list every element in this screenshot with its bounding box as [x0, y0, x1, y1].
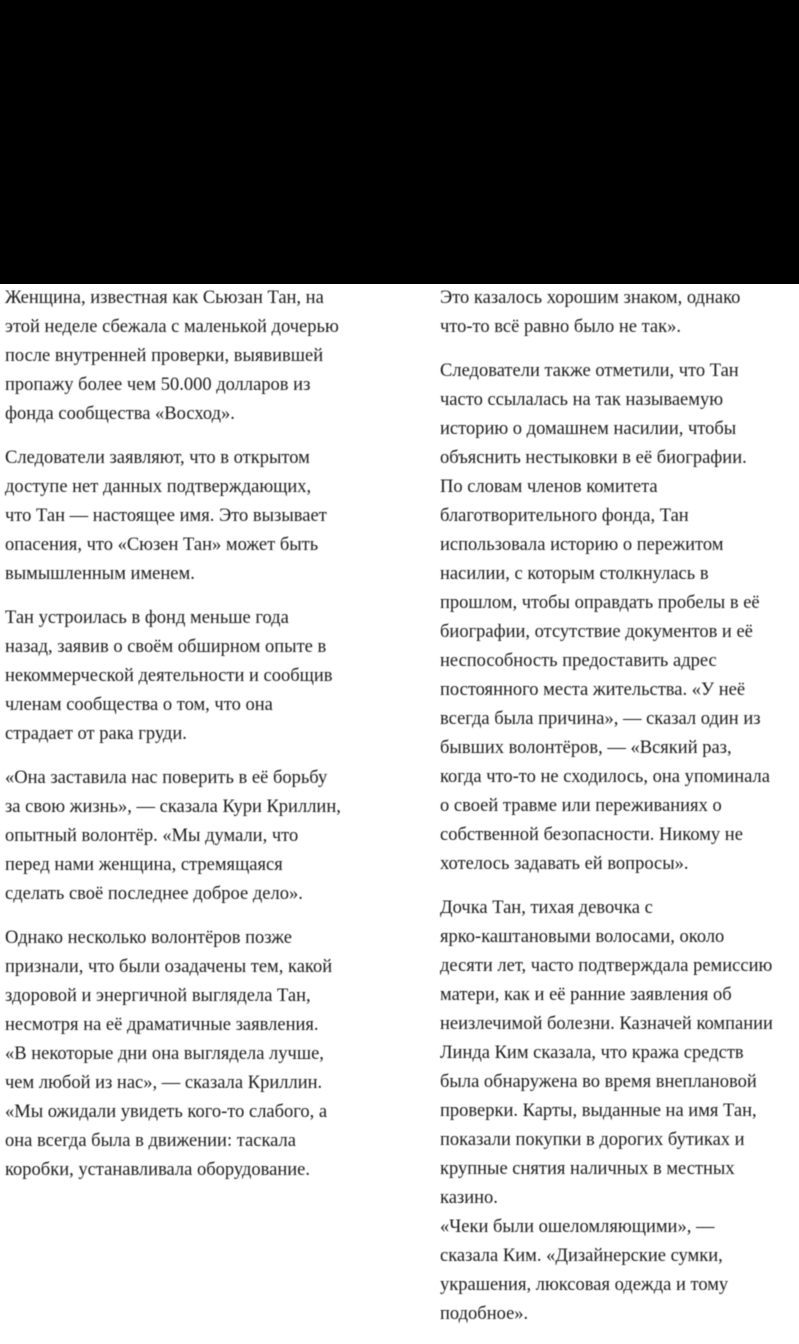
- text-line: несмотря на её драматичные заявления.: [5, 1015, 319, 1035]
- text-line: членам сообщества о том, что она: [5, 695, 273, 715]
- text-line: «Чеки были ошеломляющими», —: [440, 1217, 715, 1237]
- text-line: бывших волонтёров, — «Всякий раз,: [440, 738, 732, 758]
- paragraph: [5, 924, 425, 1185]
- text-line: вымышленным именем.: [5, 564, 195, 584]
- text-line: Следователи также отметили, что Тан: [440, 361, 739, 381]
- text-line: опасения, что «Сюзен Тан» может быть: [5, 535, 319, 555]
- text-line: По словам членов комитета: [440, 477, 658, 497]
- text-line: насилии, с которым столкнулась в: [440, 564, 709, 584]
- text-line: доступе нет данных подтверждающих,: [5, 477, 312, 497]
- text-line: этой неделе сбежала с маленькой дочерью: [5, 317, 339, 337]
- text-line: хотелось задавать ей вопросы».: [440, 854, 689, 874]
- text-line: она всегда была в движении: таскала: [5, 1131, 296, 1151]
- text-line: о своей травме или переживаниях о: [440, 796, 722, 816]
- text-line: страдает от рака груди.: [5, 724, 187, 744]
- text-line: «Она заставила нас поверить в её борьбу: [5, 768, 328, 788]
- text-line: коробки, устанавливала оборудование.: [5, 1160, 311, 1180]
- text-line: сделать своё последнее доброе дело».: [5, 884, 303, 904]
- text-line: благотворительного фонда, Тан: [440, 506, 689, 526]
- text-line: Тан устроилась в фонд меньше года: [5, 608, 289, 628]
- text-line: биографии, отсутствие документов и её: [440, 622, 753, 642]
- text-line: назад, заявив о своём обширном опыте в: [5, 637, 327, 657]
- text-line: «Мы ожидали увидеть кого-то слабого, а: [5, 1102, 328, 1122]
- text-line: опытный волонтёр. «Мы думали, что: [5, 826, 299, 846]
- text-line: казино.: [440, 1188, 498, 1208]
- text-line: была обнаружена во время внеплановой: [440, 1072, 757, 1092]
- text-line: историю о домашнем насилии, чтобы: [440, 419, 737, 439]
- text-line: сказала Ким. «Дизайнерские сумки,: [440, 1246, 723, 1266]
- text-line: постоянного места жительства. «У неё: [440, 680, 746, 700]
- text-line: неизлечимой болезни. Казначей компании: [440, 1014, 773, 1034]
- text-line: Дочка Тан, тихая девочка с: [440, 898, 653, 918]
- text-line: Следователи заявляют, что в открытом: [5, 448, 310, 468]
- text-line: использовала историю о пережитом: [440, 535, 724, 555]
- text-line: подобное».: [440, 1304, 529, 1324]
- text-line: «В некоторые дни она выглядела лучше,: [5, 1044, 324, 1064]
- text-line: показали покупки в дорогих бутиках и: [440, 1130, 745, 1150]
- paragraph: [440, 894, 799, 1213]
- text-line: объяснить нестыковки в её биографии.: [440, 448, 747, 468]
- text-line: некоммерческой деятельности и сообщив: [5, 666, 333, 686]
- text-line: собственной безопасности. Никому не: [440, 825, 743, 845]
- text-line: чем любой из нас», — сказала Криллин.: [5, 1073, 323, 1093]
- text-line: проверки. Карты, выданные на имя Тан,: [440, 1101, 757, 1121]
- text-line: Женщина, известная как Сьюзан Тан, на: [5, 288, 324, 308]
- text-line: фонда сообщества «Восход».: [5, 404, 235, 424]
- paragraph: [440, 357, 799, 879]
- paragraph: [440, 284, 799, 342]
- text-line: после внутренней проверки, выявившей: [5, 346, 324, 366]
- paragraph: [5, 764, 425, 909]
- text-line: что Тан — настоящее имя. Это вызывает: [5, 506, 327, 526]
- paragraph: [5, 284, 425, 429]
- text-line: крупные снятия наличных в местных: [440, 1159, 735, 1179]
- text-line: признали, что были озадачены тем, какой: [5, 957, 333, 977]
- text-line: Линда Ким сказала, что кража средств: [440, 1043, 744, 1063]
- text-line: перед нами женщина, стремящаяся: [5, 855, 283, 875]
- text-line: десяти лет, часто подтверждала ремиссию: [440, 956, 773, 976]
- left-text-column: [5, 284, 425, 1200]
- text-line: Однако несколько волонтёров позже: [5, 928, 293, 948]
- text-line: ярко-каштановыми волосами, около: [440, 927, 725, 947]
- text-line: за свою жизнь», — сказала Кури Криллин,: [5, 797, 341, 817]
- text-line: здоровой и энергичной выглядела Тан,: [5, 986, 311, 1006]
- text-line: пропажу более чем 50.000 долларов из: [5, 375, 311, 395]
- text-line: что-то всё равно было не так».: [440, 317, 681, 337]
- text-line: неспособность предоставить адрес: [440, 651, 717, 671]
- right-text-column: [440, 284, 799, 1344]
- text-line: когда что-то не сходилось, она упоминала: [440, 767, 770, 787]
- text-line: матери, как и её ранние заявления об: [440, 985, 732, 1005]
- text-line: украшения, люксовая одежда и тому: [440, 1275, 729, 1295]
- paragraph: [440, 1213, 799, 1329]
- paragraph: [5, 444, 425, 589]
- text-line: Это казалось хорошим знаком, однако: [440, 288, 741, 308]
- text-line: прошлом, чтобы оправдать пробелы в её: [440, 593, 760, 613]
- text-line: всегда была причина», — сказал один из: [440, 709, 761, 729]
- paragraph: [5, 604, 425, 749]
- text-line: часто ссылалась на так называемую: [440, 390, 724, 410]
- redacted-header-band: [0, 0, 799, 284]
